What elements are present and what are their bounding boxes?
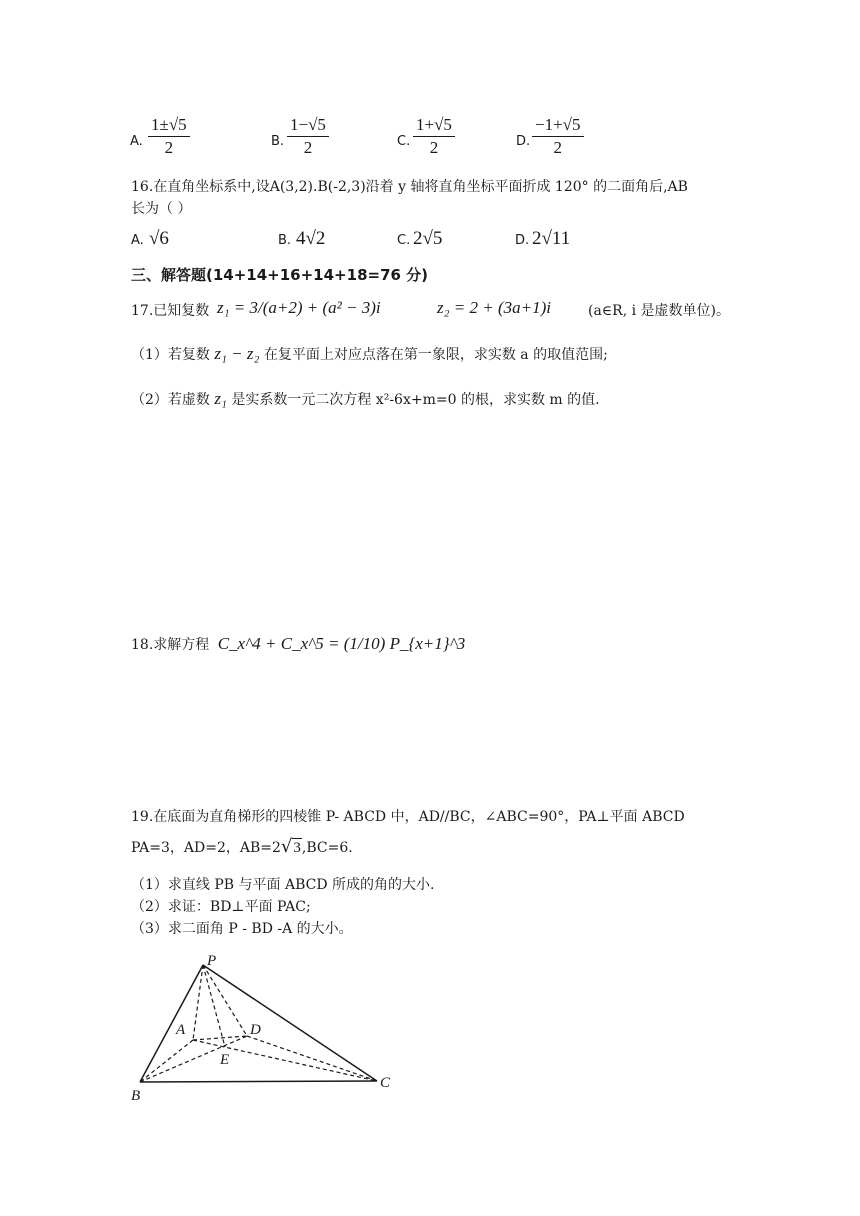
q15-option-c-num: 1+√5 xyxy=(413,114,455,137)
q16-line1: 16.在直角坐标系中,设A(3,2).B(-2,3)沿着 y 轴将直角坐标平面折成 120° 的二面角后,AB xyxy=(131,179,688,195)
q15-option-b-num: 1−√5 xyxy=(287,114,329,137)
q16-option-b-label: B. xyxy=(278,233,292,248)
q16-line2: 长为（ ） xyxy=(131,201,192,217)
edge-PA xyxy=(193,965,203,1040)
label-D: D xyxy=(250,1022,261,1038)
q19-line2-sqrt: 3 xyxy=(293,840,301,856)
q16-option-c-value: 2√5 xyxy=(413,228,443,249)
q17-z2-equation: z₂ = 2 + (3a+1)i xyxy=(437,298,551,317)
q19-line2-pre: PA=3，AD=2，AB=2 xyxy=(131,840,281,856)
q15-option-c-den: 2 xyxy=(429,138,439,157)
q17-part2 xyxy=(131,389,600,409)
q16-option-a-value: √6 xyxy=(149,228,169,249)
edge-AB xyxy=(140,1040,193,1082)
q16-option-b-value: 4√2 xyxy=(296,228,326,249)
section3-title: 三、解答题(14+14+16+14+18=76 分) xyxy=(131,266,429,284)
q15-option-a-fraction xyxy=(148,114,190,159)
q15-option-c-fraction xyxy=(413,114,455,159)
q17-part2-expr: z₁ xyxy=(214,389,227,408)
q15-option-d-label: D. xyxy=(516,134,531,149)
label-B: B xyxy=(131,1088,141,1104)
label-E: E xyxy=(220,1052,230,1068)
edge-BC xyxy=(140,1081,377,1082)
q15-option-a-den: 2 xyxy=(164,138,174,157)
q15-option-d-num: −1+√5 xyxy=(532,114,584,137)
q16-options xyxy=(131,228,651,256)
q16-option-d-value: 2√11 xyxy=(532,228,571,249)
edge-DC xyxy=(247,1036,377,1081)
q15-option-a-label: A. xyxy=(130,134,143,149)
q15-option-d-fraction xyxy=(532,114,584,159)
q17-part2-pre: （2）若虚数 xyxy=(131,392,210,408)
q17-part2-post: 是实系数一元二次方程 x²-6x+m=0 的根，求实数 m 的值. xyxy=(231,392,600,408)
q16-option-d-label: D. xyxy=(515,233,530,248)
q19-pyramid-figure xyxy=(125,950,415,1110)
q17-part1-expr: z₁ − z₂ xyxy=(214,344,260,363)
q18-line xyxy=(131,634,465,654)
q15-options xyxy=(130,114,650,164)
label-P: P xyxy=(207,953,217,969)
edge-PD xyxy=(203,965,247,1036)
q17-suffix: (a∈R, i 是虚数单位)。 xyxy=(588,303,731,319)
q19-part3: （3）求二面角 P - BD -A 的大小。 xyxy=(131,921,353,937)
q18-equation: C_x^4 + C_x^5 = (1/10) P_{x+1}^3 xyxy=(217,634,466,653)
q19-line2-post: ,BC=6. xyxy=(301,840,353,856)
q16-option-c-label: C. xyxy=(397,233,411,248)
radical-icon: √ xyxy=(280,836,293,857)
q15-option-b-fraction xyxy=(287,114,329,159)
q17-prefix: 17.已知复数 xyxy=(131,303,210,319)
q15-option-b-den: 2 xyxy=(303,138,313,157)
q15-option-a-num: 1±√5 xyxy=(148,114,190,137)
q15-option-d-den: 2 xyxy=(553,138,562,157)
q19-part2: （2）求证：BD⊥平面 PAC; xyxy=(131,899,311,915)
q19-line2 xyxy=(131,836,353,857)
q17-part1 xyxy=(131,344,608,364)
q17-part1-pre: （1）若复数 xyxy=(131,347,210,363)
q17-part1-post: 在复平面上对应点落在第一象限，求实数 a 的取值范围; xyxy=(263,347,608,363)
q19-line1: 19.在底面为直角梯形的四棱锥 P- ABCD 中，AD//BC，∠ABC=90°，PA⊥平面 ABCD xyxy=(131,809,685,825)
q17-z1-equation: z₁ = 3/(a+2) + (a² − 3)i xyxy=(217,298,381,317)
edge-PB xyxy=(140,965,203,1082)
label-C: C xyxy=(380,1075,391,1091)
q17-line xyxy=(131,286,731,336)
q18-prefix: 18.求解方程 xyxy=(131,637,210,653)
q16-option-a-label: A. xyxy=(131,233,144,248)
q15-option-b-label: B. xyxy=(271,134,285,149)
edge-BD xyxy=(140,1036,247,1082)
label-A: A xyxy=(176,1022,186,1038)
q19-part1: （1）求直线 PB 与平面 ABCD 所成的角的大小. xyxy=(131,877,435,893)
q15-option-c-label: C. xyxy=(397,134,411,149)
